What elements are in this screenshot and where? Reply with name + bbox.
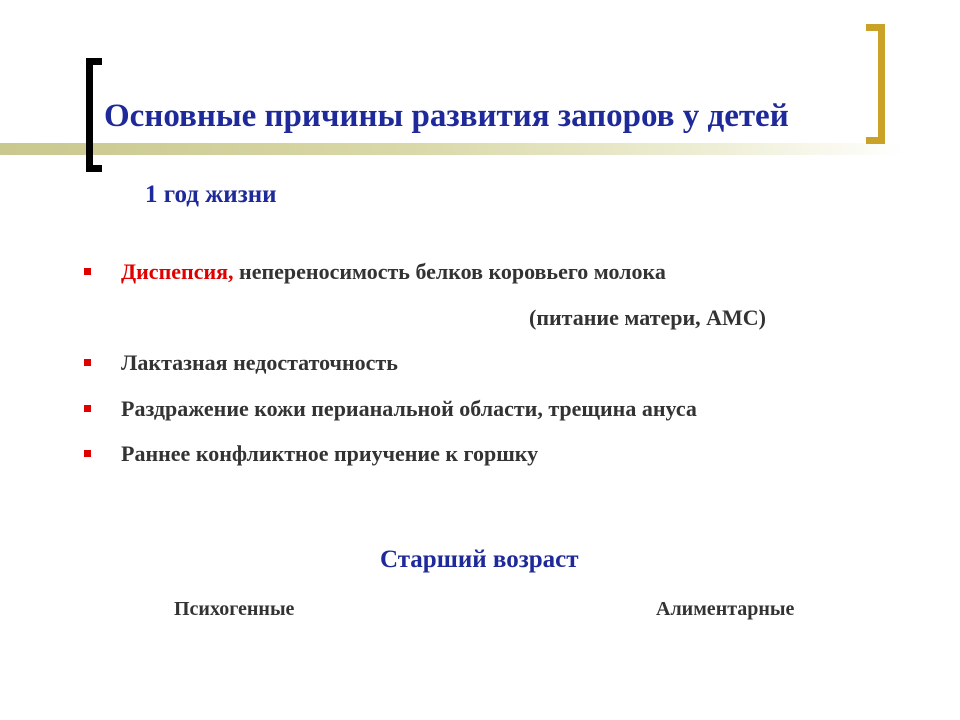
list-item-label: непереносимость белков коровьего молока — [233, 259, 666, 284]
left-bracket-decoration — [86, 58, 102, 172]
list-item-label: Раннее конфликтное приучение к горшку — [121, 441, 539, 466]
section-heading-first-year: 1 год жизни — [145, 181, 277, 208]
square-bullet-icon — [84, 405, 91, 412]
category-psychogenic: Психогенные — [174, 598, 295, 620]
category-alimentary: Алиментарные — [656, 598, 795, 620]
section-heading-older-age: Старший возраст — [380, 546, 579, 573]
slide-title: Основные причины развития запоров у детей — [104, 98, 789, 134]
list-item-text — [121, 259, 666, 285]
right-bracket-decoration — [866, 24, 885, 144]
square-bullet-icon — [84, 268, 91, 275]
highlight-text: Диспепсия, — [121, 259, 234, 284]
bullet-continuation-text: (питание матери, АМС) — [529, 305, 766, 330]
list-item-label: Лактазная недостаточность — [121, 350, 398, 375]
square-bullet-icon — [84, 450, 91, 457]
title-underline-bar — [0, 143, 905, 155]
list-item-label: Раздражение кожи перианальной области, трещина ануса — [121, 396, 697, 421]
square-bullet-icon — [84, 359, 91, 366]
